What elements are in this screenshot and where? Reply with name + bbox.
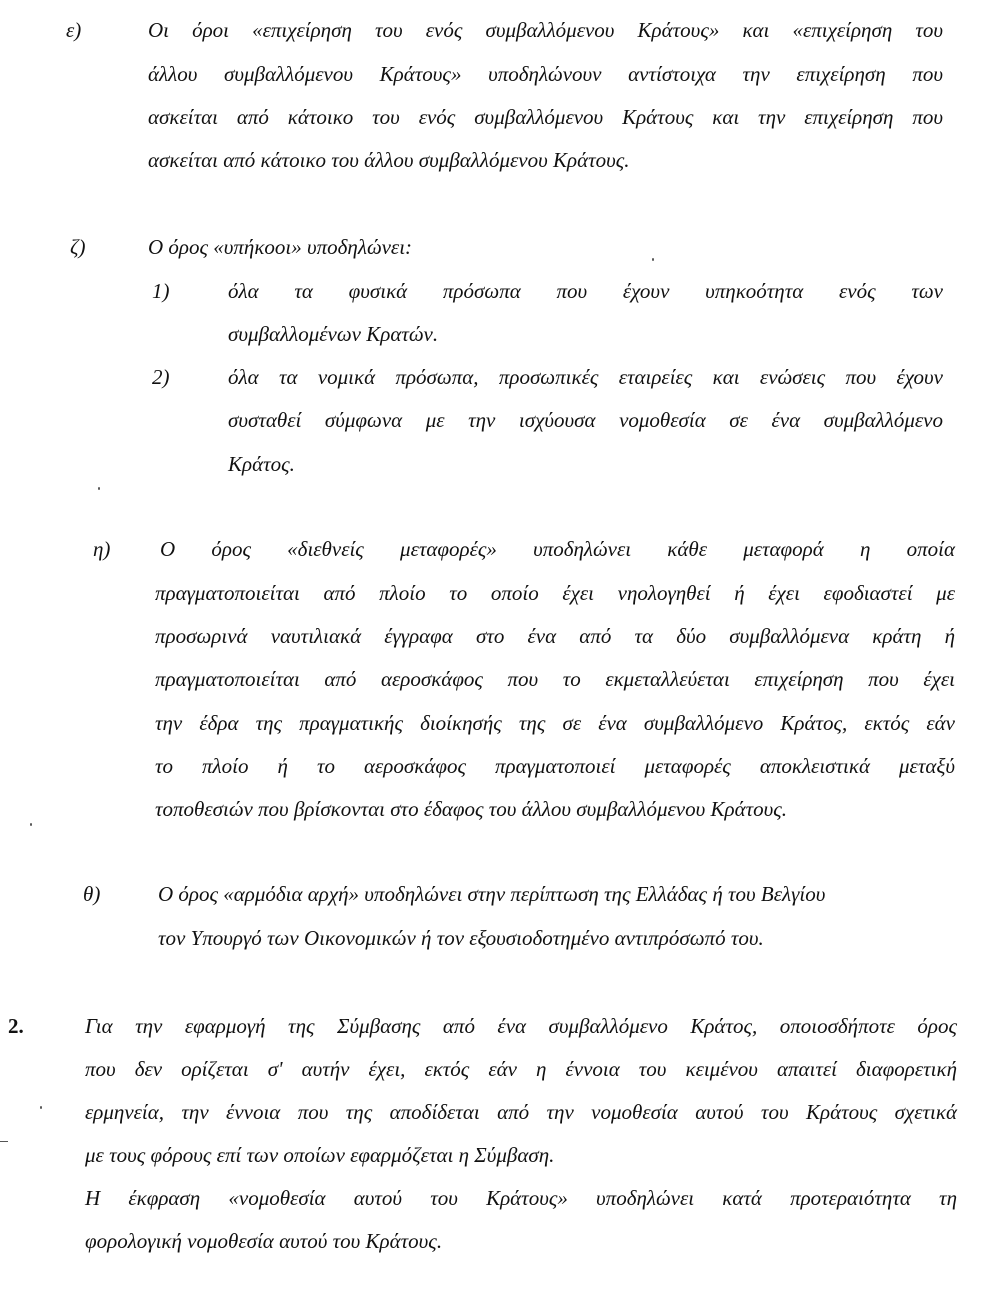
section-z-item-2-line-1: όλα τα νομικά πρόσωπα, προσωπικές εταιρείες και ενώσεις που έχουν	[228, 365, 943, 389]
section-z-label: ζ)	[70, 235, 86, 259]
paragraph-2-line-4: με τους φόρους επί των οποίων εφαρμόζεται η Σύμβαση.	[85, 1143, 555, 1167]
scan-speck	[98, 487, 100, 490]
section-z-item-1-label: 1)	[152, 279, 170, 303]
section-h-line-3: προσωρινά ναυτιλιακά έγγραφα στο ένα από τα δύο συμβαλλόμενα κράτη ή	[155, 624, 955, 648]
paragraph-2-line-6: φορολογική νομοθεσία αυτού του Κράτους.	[85, 1229, 443, 1253]
scan-speck	[652, 258, 654, 261]
paragraph-2-line-5: Η έκφραση «νομοθεσία αυτού του Κράτους» υποδηλώνει κατά προτεραιότητα τη	[85, 1186, 957, 1210]
scan-speck	[40, 1106, 42, 1109]
section-th-line-2: τον Υπουργό των Οικονομικών ή τον εξουσιοδοτημένο αντιπρόσωπό του.	[158, 926, 764, 950]
section-th-label: θ)	[83, 882, 101, 906]
section-z-intro: Ο όρος «υπήκοοι» υποδηλώνει:	[148, 235, 413, 259]
section-z-item-2-label: 2)	[152, 365, 170, 389]
section-z-item-1-line-2: συμβαλλομένων Κρατών.	[228, 322, 439, 346]
section-z-item-1-line-1: όλα τα φυσικά πρόσωπα που έχουν υπηκοότητα ενός των	[228, 279, 943, 303]
section-e-line-4: ασκείται από κάτοικο του άλλου συμβαλλόμενου Κράτους.	[148, 148, 630, 172]
scan-speck	[30, 823, 32, 826]
section-e-line-3: ασκείται από κάτοικο του ενός συμβαλλόμενου Κράτους και την επιχείρηση που	[148, 105, 943, 129]
section-z-item-2-line-3: Κράτος.	[228, 452, 295, 476]
paragraph-2-number: 2.	[8, 1014, 24, 1038]
section-h-line-4: πραγματοποιείται από αεροσκάφος που το εκμεταλλεύεται επιχείρηση που έχει	[155, 667, 955, 691]
section-e-line-1: Οι όροι «επιχείρηση του ενός συμβαλλόμενου Κράτους» και «επιχείρηση του	[148, 18, 943, 42]
section-z-item-2-line-2: συσταθεί σύμφωνα με την ισχύουσα νομοθεσία σε ένα συμβαλλόμενο	[228, 408, 943, 432]
paragraph-2-line-2: που δεν ορίζεται σ' αυτήν έχει, εκτός εάν η έννοια του κειμένου απαιτεί διαφορετική	[85, 1057, 957, 1081]
scan-speck	[0, 1141, 8, 1142]
section-th-line-1: Ο όρος «αρμόδια αρχή» υποδηλώνει στην περίπτωση της Ελλάδας ή του Βελγίου	[158, 882, 826, 906]
section-e-line-2: άλλου συμβαλλόμενου Κράτους» υποδηλώνουν αντίστοιχα την επιχείρηση που	[148, 62, 943, 86]
section-h-line-2: πραγματοποιείται από πλοίο το οποίο έχει νηολογηθεί ή έχει εφοδιαστεί με	[155, 581, 955, 605]
paragraph-2-line-1: Για την εφαρμογή της Σύμβασης από ένα συμβαλλόμενο Κράτος, οποιοσδήποτε όρος	[85, 1014, 957, 1038]
paragraph-2-line-3: ερμηνεία, την έννοια που της αποδίδεται από την νομοθεσία αυτού του Κράτους σχετικά	[85, 1100, 957, 1124]
section-e-label: ε)	[66, 18, 82, 42]
section-h-line-6: το πλοίο ή το αεροσκάφος πραγματοποιεί μεταφορές αποκλειστικά μεταξύ	[155, 754, 955, 778]
section-h-line-1: Ο όρος «διεθνείς μεταφορές» υποδηλώνει κάθε μεταφορά η οποία	[160, 537, 955, 561]
section-h-line-7: τοποθεσιών που βρίσκονται στο έδαφος του άλλου συμβαλλόμενου Κράτους.	[155, 797, 788, 821]
section-h-line-5: την έδρα της πραγματικής διοίκησής της σε ένα συμβαλλόμενο Κράτος, εκτός εάν	[155, 711, 955, 735]
section-h-label: η)	[93, 537, 111, 561]
